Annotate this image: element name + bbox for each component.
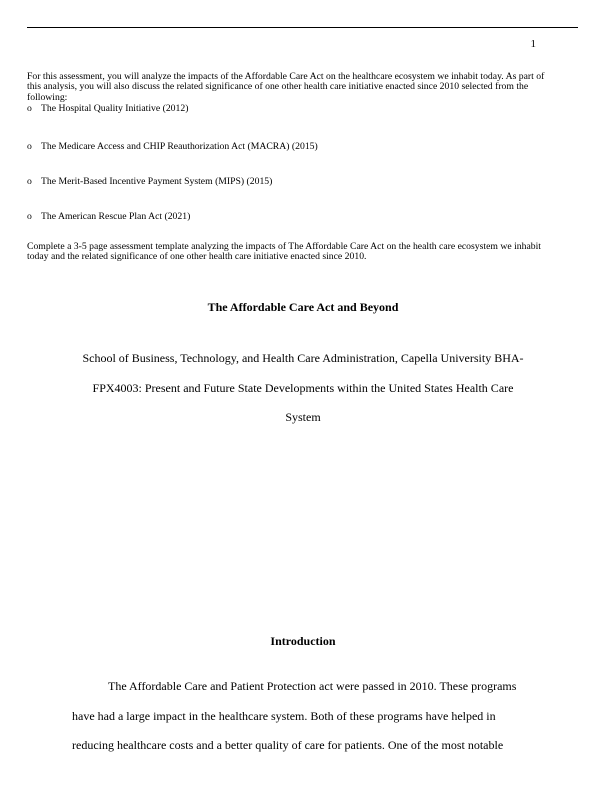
assessment-instructions: [27, 72, 552, 103]
assessment-task: [27, 242, 547, 263]
option-item: [27, 176, 272, 187]
bullet-marker: o: [27, 141, 32, 152]
body-line: The Affordable Care and Patient Protection act were passed in 2010. These programs: [108, 679, 517, 693]
affiliation-block: [72, 344, 534, 433]
option-text: The American Rescue Plan Act (2021): [41, 211, 191, 222]
option-item: [27, 211, 190, 222]
body-line: reducing healthcare costs and a better quality of care for patients. One of the most notable: [72, 738, 504, 752]
body-line: have had a large impact in the healthcare system. Both of these programs have helped in: [72, 708, 496, 723]
bullet-marker: o: [27, 103, 32, 114]
affiliation-line: School of Business, Technology, and Health Care Administration, Capella University BHA-: [82, 351, 524, 365]
introduction-heading: Introduction: [270, 634, 336, 648]
page-number: 1: [530, 38, 536, 50]
instructions-intro: For this assessment, you will analyze the impacts of the Affordable Care Act on the healthcare ecosystem we inhabit today. As part of this analysis, you will also discuss the related significance of one other health care initiative enacted since 2010 selected from the following:: [27, 71, 545, 103]
task-text: Complete a 3-5 page assessment template analyzing the impacts of The Affordable Care Act on the health care ecosystem we inhabit today and the related significance of one other health care initiative enacted since 2010.: [27, 241, 541, 263]
option-text: The Medicare Access and CHIP Reauthorization Act (MACRA) (2015): [41, 141, 318, 152]
affiliation-line: FPX4003: Present and Future State Developments within the United States Health Care: [92, 380, 514, 395]
option-text: The Merit-Based Incentive Payment System (MIPS) (2015): [41, 176, 273, 187]
bullet-marker: o: [27, 211, 32, 222]
header-rule: [27, 27, 578, 28]
option-text: The Hospital Quality Initiative (2012): [41, 103, 189, 114]
option-item: [27, 141, 318, 152]
bullet-marker: o: [27, 176, 32, 187]
option-item: [27, 103, 188, 114]
document-title: The Affordable Care Act and Beyond: [207, 300, 399, 314]
introduction-body: [72, 672, 530, 761]
affiliation-line: System: [285, 410, 321, 424]
